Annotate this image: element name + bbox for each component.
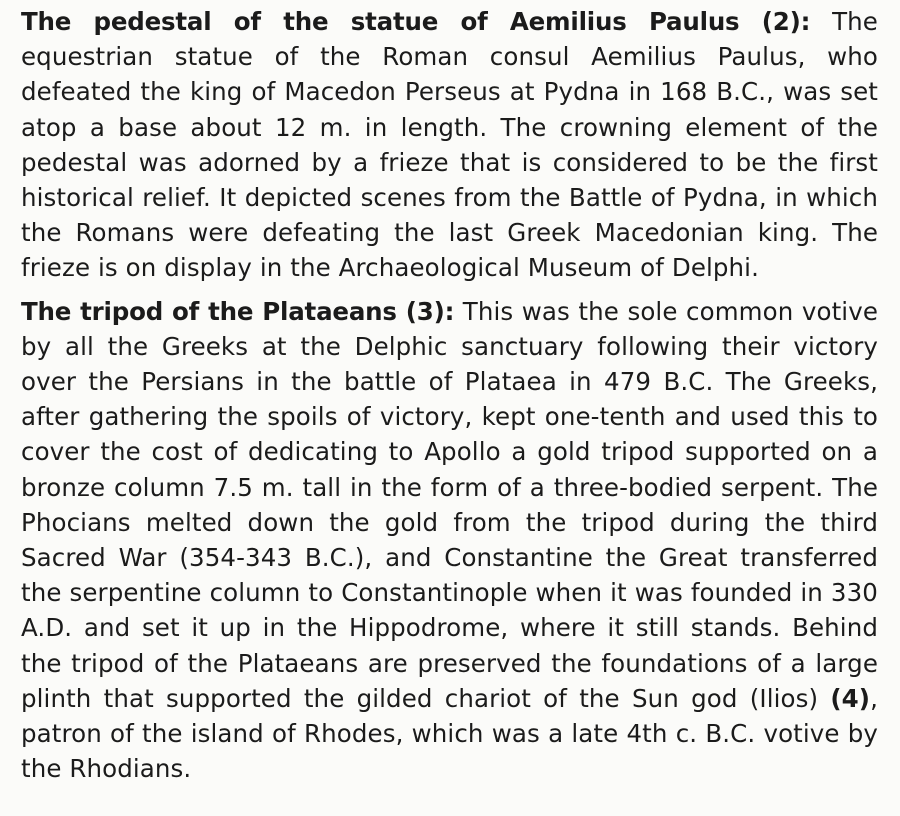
section-heading-tripod-plataeans: The tripod of the Plataeans (3): bbox=[21, 296, 455, 326]
section-body-aemilius-paulus: The equestrian statue of the Roman consul Aemilius Paulus, who defeated the king of Macedon Perseus at Pydna in 168 B.C., was set atop a base about 12 m. in length. The crowning element of the pedestal was adorned by a frieze that is considered to be the first historical relief. It depicted scenes from the Battle of Pydna, in which the Romans were defeating the last Greek Macedonian king. The frieze is on display in the Archaeological Museum of Delphi. bbox=[21, 7, 878, 283]
paragraph-tripod-of-plataeans bbox=[21, 294, 878, 787]
paragraph-aemilius-paulus-pedestal bbox=[21, 4, 878, 286]
section-body-tripod-plataeans-tail: , patron of the island of Rhodes, which was a late 4th c. B.C. votive by the Rhodians. bbox=[21, 683, 878, 784]
section-heading-aemilius-paulus: The pedestal of the statue of Aemilius Paulus (2): bbox=[21, 7, 811, 36]
section-body-tripod-plataeans: This was the sole common votive by all the Greeks at the Delphic sanctuary following their victory over the Persians in the battle of Plataea in 479 B.C. The Greeks, after gathering the spoils of victory, kept one-tenth and used this to cover the cost of dedicating to Apollo a gold tripod supported on a bronze column 7.5 m. tall in the form of a three-bodied serpent. The Phocians melted down the gold from the tripod during the third Sacred War (354-343 B.C.), and Constantine the Great transferred the serpentine column to Constantinople when it was founded in 330 A.D. and set it up in the Hippodrome, where it still stands. Behind the tripod of the Plataeans are preserved the foundations of a large plinth that supported the gilded chariot of the Sun god (Ilios) bbox=[21, 296, 878, 713]
figure-reference-4: (4) bbox=[830, 683, 871, 713]
